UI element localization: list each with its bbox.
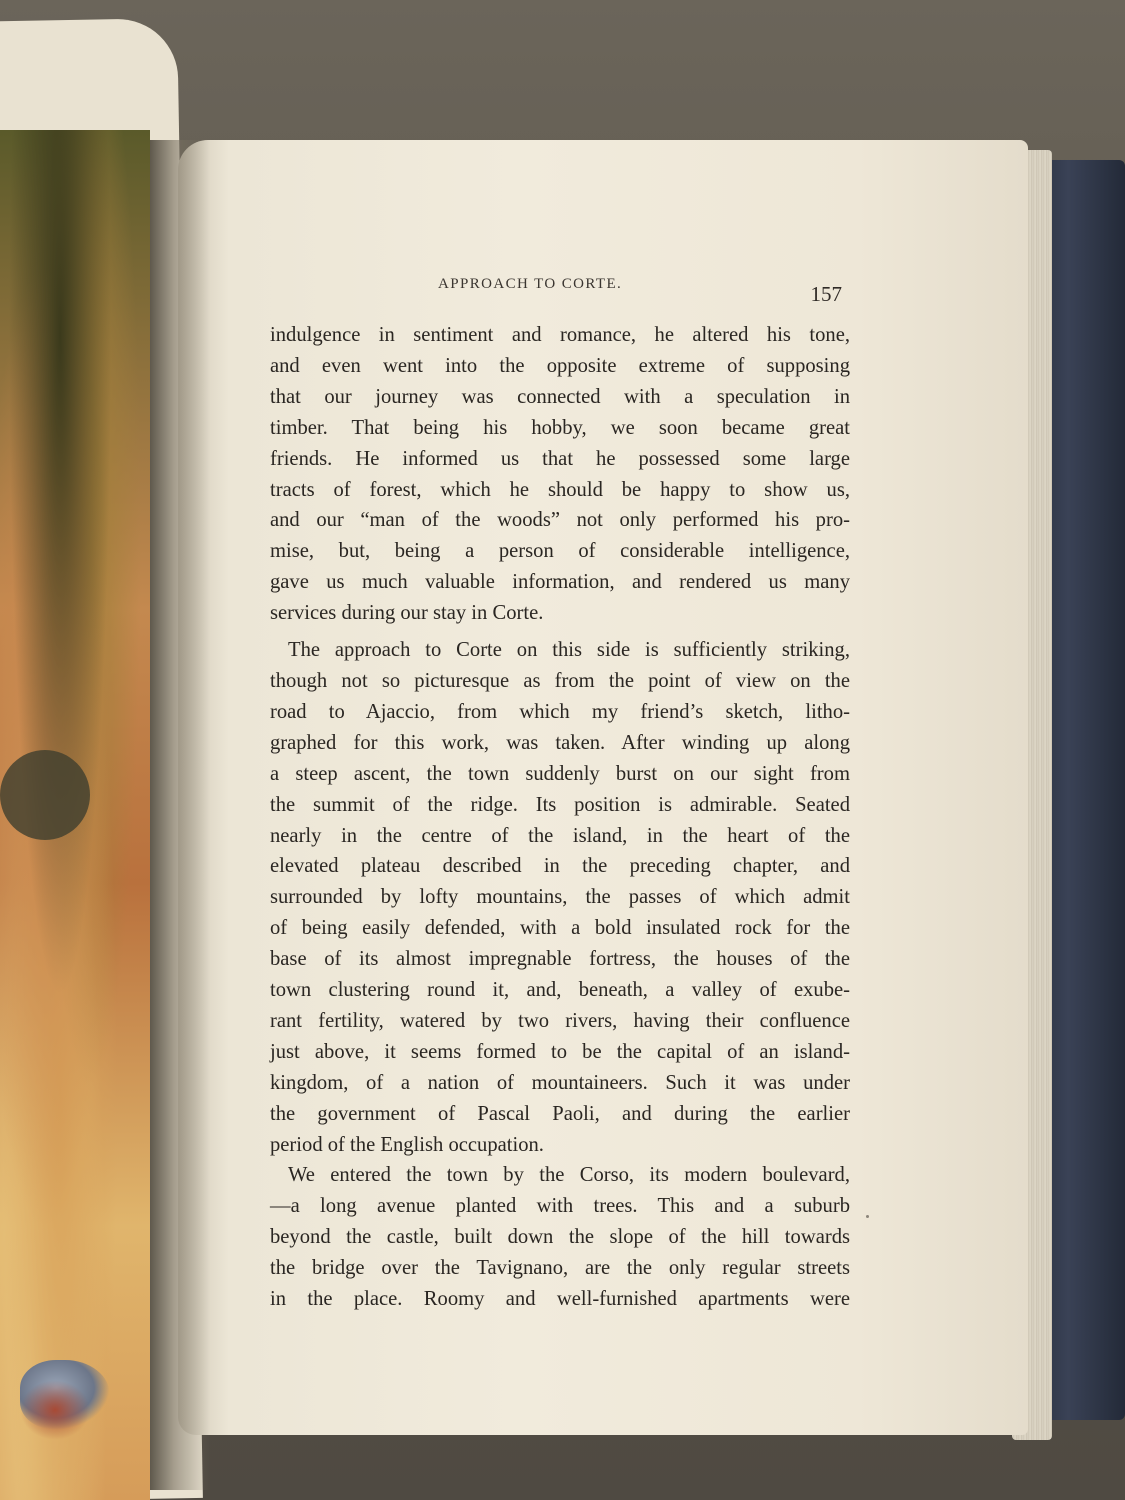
text-line: the government of Pascal Paoli, and during the earlier (270, 1102, 850, 1125)
text-line: a steep ascent, the town suddenly burst on our sight from (270, 762, 850, 785)
text-line: graphed for this work, was taken. After winding up along (270, 731, 850, 754)
running-head-title: APPROACH TO CORTE. (438, 276, 623, 292)
text-line: We entered the town by the Corso, its modern boulevard, (288, 1164, 850, 1187)
paragraph-1 (270, 320, 850, 629)
text-line: of being easily defended, with a bold insulated rock for the (270, 917, 850, 940)
text-line: indulgence in sentiment and romance, he altered his tone, (270, 324, 850, 346)
text-line: and even went into the opposite extreme of supposing (270, 354, 850, 377)
text-line: that our journey was connected with a speculation in (270, 385, 850, 408)
text-line: elevated plateau described in the preceding chapter, and (270, 855, 850, 878)
text-line: the bridge over the Tavignano, are the only regular streets (270, 1257, 850, 1280)
text-line: services during our stay in Corte. (270, 602, 544, 625)
text-line: The approach to Corte on this side is sufficiently striking, (288, 639, 850, 662)
text-line: the summit of the ridge. Its position is admirable. Seated (270, 793, 850, 816)
paragraph-3 (270, 1160, 850, 1315)
page-text (270, 270, 850, 1315)
text-line: just above, it seems formed to be the capital of an island- (270, 1040, 850, 1063)
text-line: friends. He informed us that he possessed some large (270, 447, 850, 470)
text-line: base of its almost impregnable fortress, the houses of the (270, 948, 850, 971)
plate-figure-red (20, 1380, 90, 1440)
paragraph-2 (270, 635, 850, 1160)
page-speck (866, 1215, 869, 1218)
text-line: gave us much valuable information, and rendered us many (270, 571, 850, 594)
page-number: 157 (810, 282, 842, 306)
text-line: kingdom, of a nation of mountaineers. Such it was under (270, 1071, 850, 1094)
text-line: period of the English occupation. (270, 1133, 544, 1156)
text-line: timber. That being his hobby, we soon became great (270, 416, 850, 439)
illustration-plate (0, 130, 150, 1500)
text-line: beyond the castle, built down the slope of the hill towards (270, 1226, 850, 1249)
running-head (270, 270, 850, 310)
plate-shadow-area (0, 750, 90, 840)
book-gutter (150, 140, 210, 1490)
text-line: mise, but, being a person of considerable intelligence, (270, 540, 850, 563)
text-line: surrounded by lofty mountains, the passes of which admit (270, 886, 850, 909)
text-line: —a long avenue planted with trees. This and a suburb (270, 1195, 850, 1218)
text-line: road to Ajaccio, from which my friend’s sketch, litho- (270, 700, 850, 723)
text-line: and our “man of the woods” not only performed his pro- (270, 509, 850, 532)
text-line: in the place. Roomy and well-furnished apartments were (270, 1288, 850, 1311)
text-line: nearly in the centre of the island, in the heart of the (270, 824, 850, 847)
text-line: rant fertility, watered by two rivers, having their confluence (270, 1009, 850, 1032)
text-line: though not so picturesque as from the point of view on the (270, 669, 850, 692)
text-line: tracts of forest, which he should be happy to show us, (270, 478, 850, 501)
text-line: town clustering round it, and, beneath, a valley of exube- (270, 979, 850, 1002)
